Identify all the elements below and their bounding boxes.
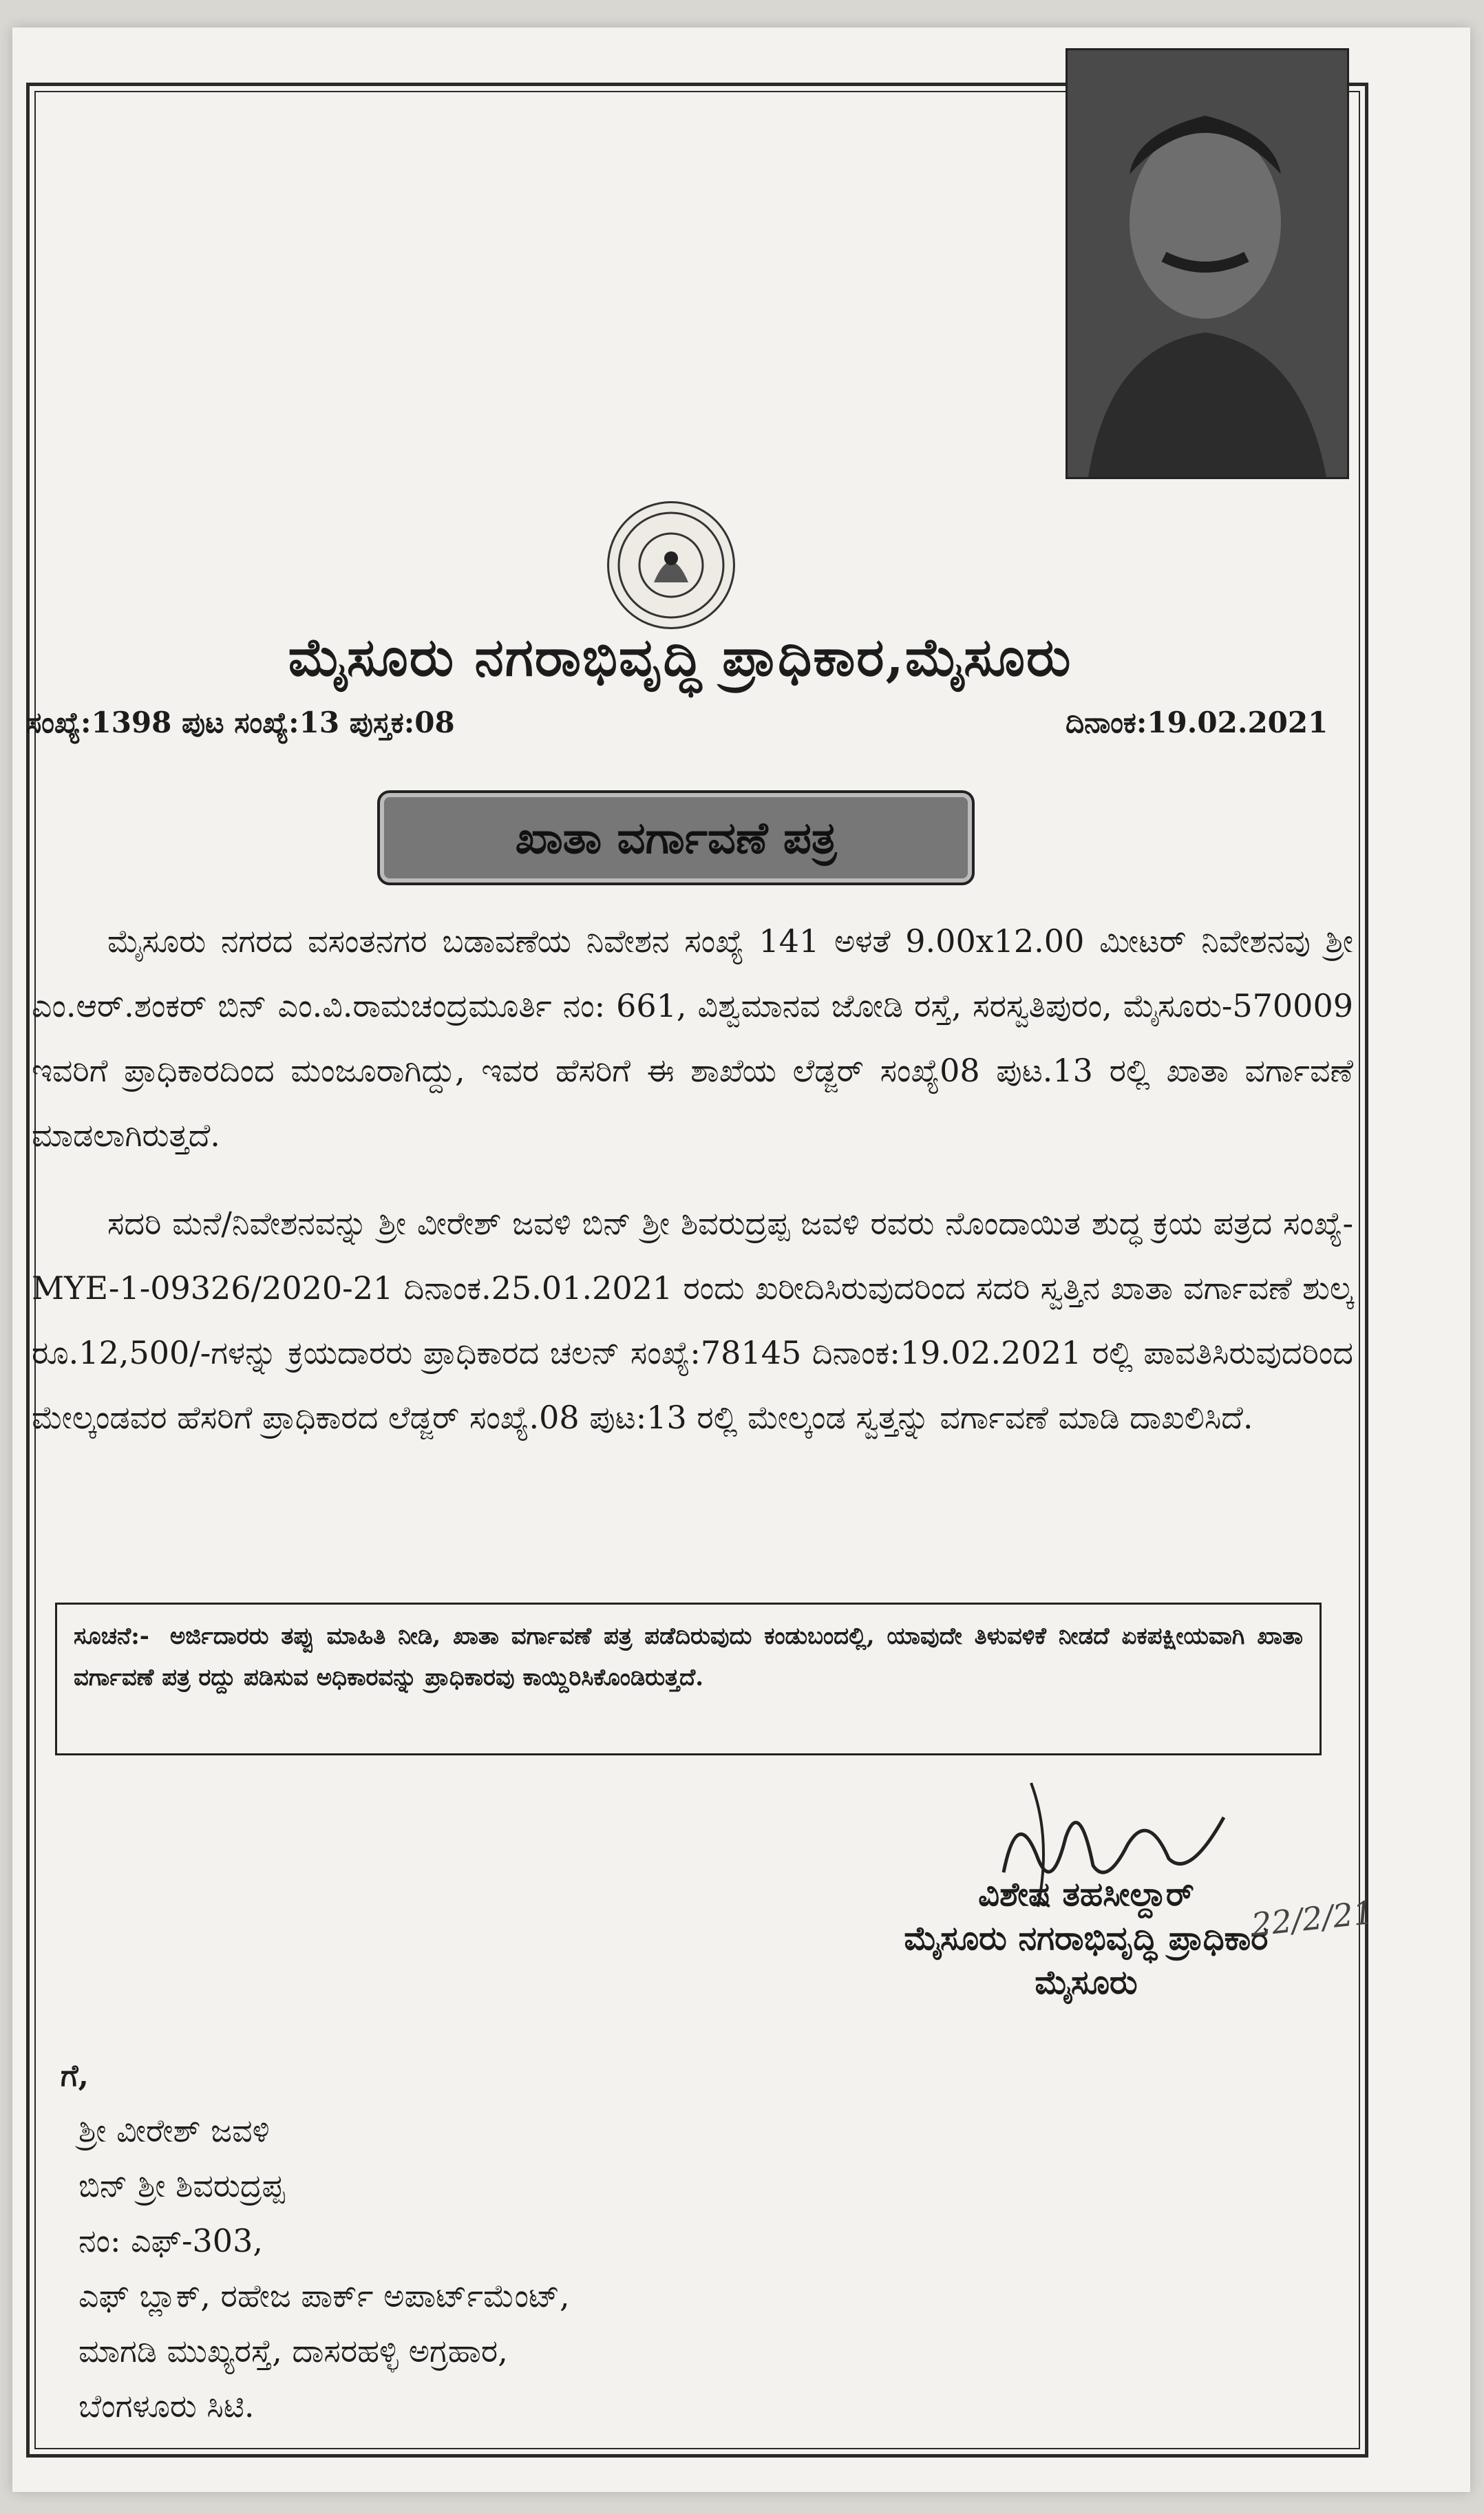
- body-paragraph-1: ಮೈಸೂರು ನಗರದ ವಸಂತನಗರ ಬಡಾವಣೆಯ ನಿವೇಶನ ಸಂಖ್ಯೆ 141 ಅಳತೆ 9.00x12.00 ಮೀಟರ್ ನಿವೇಶನವು ಶ್ರೀ ಎಂ.ಆರ್.ಶಂಕರ್ ಬಿನ್ ಎಂ.ವಿ.ರಾಮಚಂದ್ರಮೂರ್ತಿ ನಂ: 661, ವಿಶ್ವಮಾನವ ಜೋಡಿ ರಸ್ತೆ, ಸರಸ್ವತಿಪುರಂ, ಮೈಸೂರು-570009 ಇವರಿಗೆ ಪ್ರಾಧಿಕಾರದಿಂದ ಮಂಜೂರಾಗಿದ್ದು, ಇವರ ಹೆಸರಿಗೆ ಈ ಶಾಖೆಯ ಲೆಡ್ಜರ್ ಸಂಖ್ಯೆ08 ಪುಟ.13 ರಲ್ಲಿ ಖಾತಾ ವರ್ಗಾವಣೆ ಮಾಡಲಾಗಿರುತ್ತದೆ.: [32, 922, 1353, 1154]
- authority-title: ಮೈಸೂರು ನಗರಾಭಿವೃದ್ಧಿ ಪ್ರಾಧಿಕಾರ,ಮೈಸೂರು: [288, 626, 1072, 688]
- address-salutation: ಗೆ,: [61, 2058, 89, 2093]
- address-line: ಬಿನ್ ಶ್ರೀ ಶಿವರುದ್ರಪ್ಪ: [78, 2167, 285, 2204]
- address-line: ನಂ: ಎಫ್-303,: [78, 2222, 263, 2259]
- signatory-office: ಮೈಸೂರು ನಗರಾಭಿವೃದ್ಧಿ ಪ್ರಾಧಿಕಾರ: [904, 1919, 1269, 1958]
- recipient-address: [78, 2103, 570, 2433]
- handwritten-date: 22/2/21: [1249, 1893, 1375, 1944]
- notice-box: [55, 1603, 1322, 1755]
- body-paragraph-2: ಸದರಿ ಮನೆ/ನಿವೇಶನವನ್ನು ಶ್ರೀ ವೀರೇಶ್ ಜವಳಿ ಬಿನ್ ಶ್ರೀ ಶಿವರುದ್ರಪ್ಪ ಜವಳಿ ರವರು ನೊಂದಾಯಿತ ಶುದ್ಧ ಕ್ರಯ ಪತ್ರದ ಸಂಖ್ಯೆ-MYE-1-09326/2020-21 ದಿನಾಂಕ.25.01.2021 ರಂದು ಖರೀದಿಸಿರುವುದರಿಂದ ಸದರಿ ಸ್ವತ್ತಿನ ಖಾತಾ ವರ್ಗಾವಣೆ ಶುಲ್ಕ ರೂ.12,500/-ಗಳನ್ನು ಕ್ರಯದಾರರು ಪ್ರಾಧಿಕಾರದ ಚಲನ್ ಸಂಖ್ಯೆ:78145 ದಿನಾಂಕ:19.02.2021 ರಲ್ಲಿ ಪಾವತಿಸಿರುವುದರಿಂದ ಮೇಲ್ಕಂಡವರ ಹೆಸರಿಗೆ ಪ್ರಾಧಿಕಾರದ ಲೆಡ್ಜರ್ ಸಂಖ್ಯೆ.08 ಪುಟ:13 ರಲ್ಲಿ ಮೇಲ್ಕಂಡ ಸ್ವತ್ತನ್ನು ವರ್ಗಾವಣೆ ಮಾಡಿ ದಾಖಲಿಸಿದೆ.: [32, 1205, 1353, 1436]
- portrait-image: [1068, 50, 1347, 477]
- address-line: ಶ್ರೀ ವೀರೇಶ್ ಜವಳಿ: [78, 2112, 270, 2149]
- address-line: ಎಫ್ ಬ್ಲಾಕ್, ರಹೇಜ ಪಾರ್ಕ್ ಅಪಾರ್ಟ್‌ಮೆಂಟ್,: [78, 2277, 570, 2314]
- issue-date: ದಿನಾಂಕ:19.02.2021: [1066, 706, 1328, 739]
- document-heading: [377, 790, 975, 885]
- notice-text: ಅರ್ಜಿದಾರರು ತಪ್ಪು ಮಾಹಿತಿ ನೀಡಿ, ಖಾತಾ ವರ್ಗಾವಣೆ ಪತ್ರ ಪಡೆದಿರುವುದು ಕಂಡುಬಂದಲ್ಲಿ, ಯಾವುದೇ ತಿಳುವಳಿಕೆ ನೀಡದೆ ಏಕಪಕ್ಷೀಯವಾಗಿ ಖಾತಾ ವರ್ಗಾವಣೆ ಪತ್ರ ರದ್ದು ಪಡಿಸುವ ಅಧಿಕಾರವನ್ನು ಪ್ರಾಧಿಕಾರವು ಕಾಯ್ದಿರಿಸಿಕೊಂಡಿರುತ್ತದೆ.: [74, 1623, 1304, 1691]
- address-line: ಬೆಂಗಳೂರು ಸಿಟಿ.: [78, 2387, 255, 2425]
- signatory-city: ಮೈಸೂರು: [1035, 1963, 1138, 2002]
- signatory-designation: ವಿಶೇಷ ತಹಸೀಲ್ದಾರ್: [978, 1875, 1194, 1914]
- document-page: [12, 28, 1470, 2492]
- notice-label: ಸೂಚನೆ:-: [74, 1623, 149, 1650]
- address-line: ಮಾಗಡಿ ಮುಖ್ಯರಸ್ತೆ, ದಾಸರಹಳ್ಳಿ ಅಗ್ರಹಾರ,: [78, 2332, 508, 2369]
- applicant-photo: [1066, 48, 1349, 479]
- reference-number: ಸಂಖ್ಯೆ:1398 ಪುಟ ಸಂಖ್ಯೆ:13 ಪುಸ್ತಕ:08: [26, 706, 455, 739]
- emblem-icon: [609, 503, 733, 627]
- heading-text: ಖಾತಾ ವರ್ಗಾವಣೆ ಪತ್ರ: [515, 812, 837, 864]
- authority-seal: [607, 501, 735, 629]
